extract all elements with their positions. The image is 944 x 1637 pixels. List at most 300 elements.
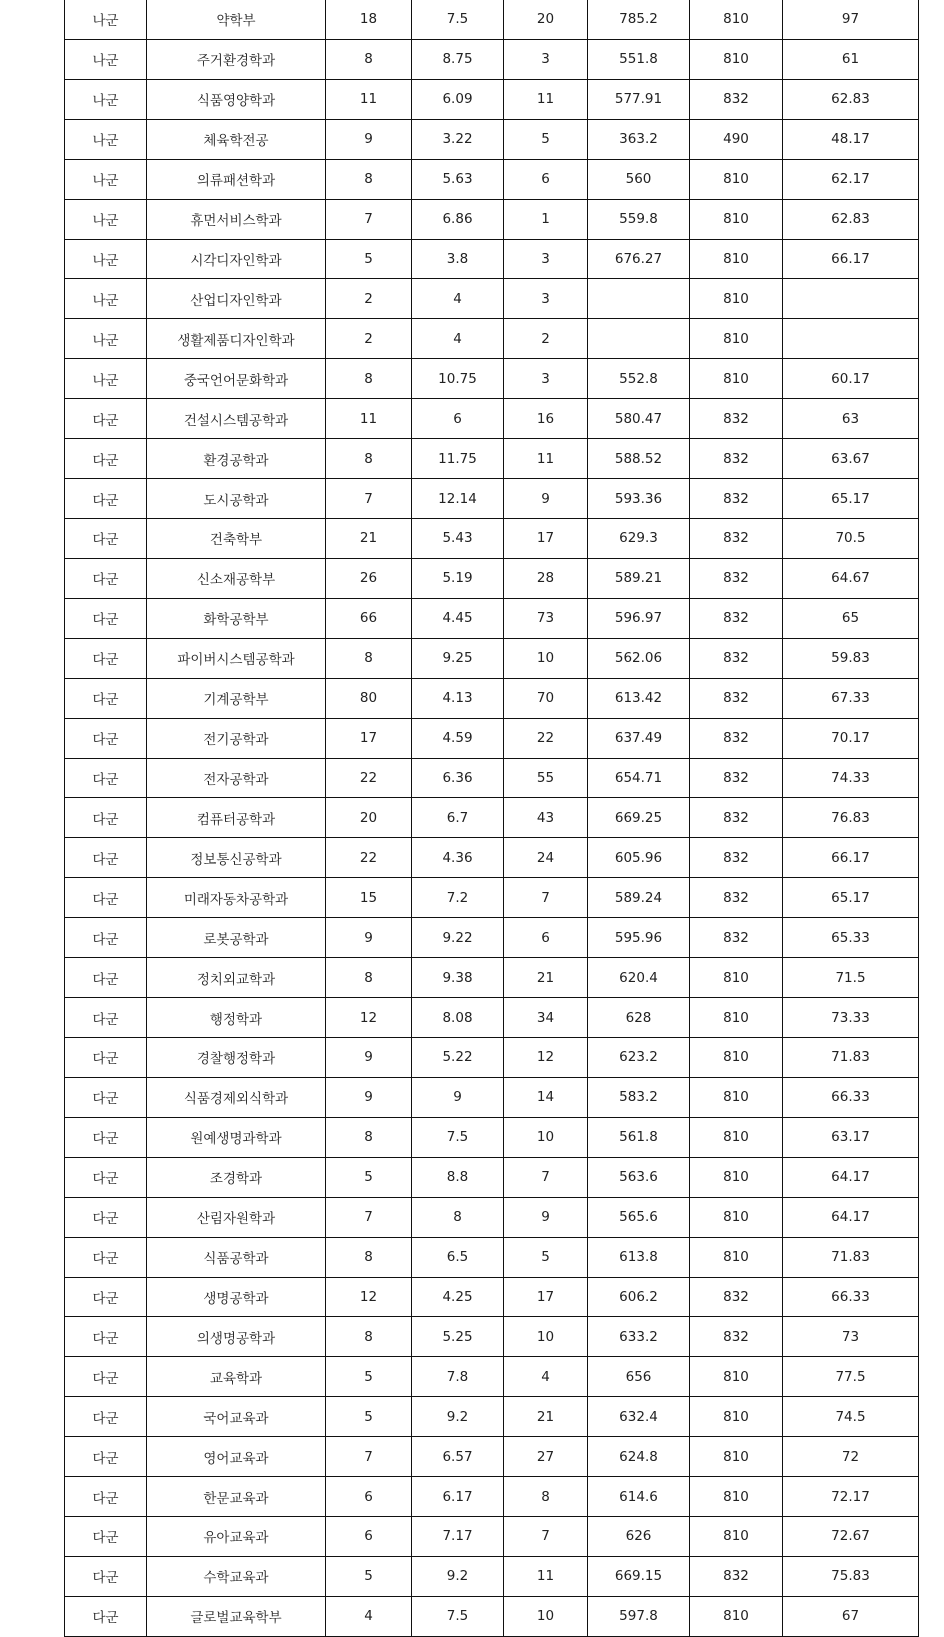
cell-group: 나군 <box>65 359 147 399</box>
cell-max-score: 832 <box>690 878 783 918</box>
cell-competition-ratio: 8.75 <box>412 39 504 79</box>
table-row <box>65 1517 919 1557</box>
cell-score: 577.91 <box>588 79 690 119</box>
cell-quota: 15 <box>326 878 412 918</box>
cell-quota: 8 <box>326 1237 412 1277</box>
cell-group: 나군 <box>65 0 147 39</box>
cell-group: 다군 <box>65 1437 147 1477</box>
cell-percentile: 72.67 <box>783 1517 919 1557</box>
table-row <box>65 79 919 119</box>
cell-percentile: 71.83 <box>783 1037 919 1077</box>
cell-quota: 5 <box>326 1397 412 1437</box>
cell-quota: 22 <box>326 758 412 798</box>
cell-quota: 8 <box>326 439 412 479</box>
cell-score: 551.8 <box>588 39 690 79</box>
cell-group: 다군 <box>65 558 147 598</box>
cell-percentile: 77.5 <box>783 1357 919 1397</box>
cell-score: 614.6 <box>588 1477 690 1517</box>
cell-score: 559.8 <box>588 199 690 239</box>
cell-department: 환경공학과 <box>147 439 326 479</box>
cell-waitlist: 17 <box>504 518 588 558</box>
cell-percentile: 66.17 <box>783 838 919 878</box>
cell-competition-ratio: 5.63 <box>412 159 504 199</box>
cell-score: 595.96 <box>588 918 690 958</box>
cell-score: 654.71 <box>588 758 690 798</box>
cell-competition-ratio: 8.8 <box>412 1157 504 1197</box>
cell-quota: 21 <box>326 518 412 558</box>
cell-percentile: 63 <box>783 399 919 439</box>
cell-max-score: 490 <box>690 119 783 159</box>
cell-waitlist: 7 <box>504 1157 588 1197</box>
cell-max-score: 810 <box>690 1517 783 1557</box>
cell-department: 체육학전공 <box>147 119 326 159</box>
cell-quota: 4 <box>326 1596 412 1636</box>
cell-department: 로봇공학과 <box>147 918 326 958</box>
cell-quota: 26 <box>326 558 412 598</box>
cell-waitlist: 1 <box>504 199 588 239</box>
cell-group: 나군 <box>65 199 147 239</box>
cell-department: 시각디자인학과 <box>147 239 326 279</box>
cell-waitlist: 55 <box>504 758 588 798</box>
cell-competition-ratio: 8 <box>412 1197 504 1237</box>
cell-percentile: 70.5 <box>783 518 919 558</box>
cell-quota: 18 <box>326 0 412 39</box>
table-row <box>65 1077 919 1117</box>
cell-department: 산림자원학과 <box>147 1197 326 1237</box>
cell-competition-ratio: 4.45 <box>412 598 504 638</box>
cell-max-score: 832 <box>690 558 783 598</box>
cell-quota: 2 <box>326 319 412 359</box>
table-row <box>65 998 919 1038</box>
cell-group: 다군 <box>65 399 147 439</box>
cell-competition-ratio: 7.2 <box>412 878 504 918</box>
cell-department: 식품경제외식학과 <box>147 1077 326 1117</box>
cell-waitlist: 14 <box>504 1077 588 1117</box>
cell-max-score: 810 <box>690 239 783 279</box>
cell-waitlist: 22 <box>504 718 588 758</box>
cell-max-score: 810 <box>690 199 783 239</box>
cell-waitlist: 27 <box>504 1437 588 1477</box>
table-row <box>65 1317 919 1357</box>
cell-percentile: 73 <box>783 1317 919 1357</box>
cell-waitlist: 10 <box>504 1117 588 1157</box>
cell-competition-ratio: 5.19 <box>412 558 504 598</box>
cell-group: 다군 <box>65 638 147 678</box>
cell-competition-ratio: 5.22 <box>412 1037 504 1077</box>
cell-group: 다군 <box>65 1277 147 1317</box>
cell-quota: 8 <box>326 958 412 998</box>
cell-competition-ratio: 7.8 <box>412 1357 504 1397</box>
cell-waitlist: 3 <box>504 359 588 399</box>
cell-department: 미래자동차공학과 <box>147 878 326 918</box>
cell-department: 기계공학부 <box>147 678 326 718</box>
cell-score: 605.96 <box>588 838 690 878</box>
cell-quota: 5 <box>326 1556 412 1596</box>
cell-competition-ratio: 9 <box>412 1077 504 1117</box>
cell-quota: 9 <box>326 1077 412 1117</box>
cell-quota: 20 <box>326 798 412 838</box>
admission-results-table <box>64 0 919 1637</box>
cell-score: 561.8 <box>588 1117 690 1157</box>
cell-score: 552.8 <box>588 359 690 399</box>
cell-score: 596.97 <box>588 598 690 638</box>
cell-department: 전자공학과 <box>147 758 326 798</box>
cell-quota: 6 <box>326 1477 412 1517</box>
cell-max-score: 810 <box>690 1077 783 1117</box>
cell-department: 의류패션학과 <box>147 159 326 199</box>
cell-percentile: 73.33 <box>783 998 919 1038</box>
cell-score: 580.47 <box>588 399 690 439</box>
cell-department: 정치외교학과 <box>147 958 326 998</box>
cell-quota: 2 <box>326 279 412 319</box>
cell-waitlist: 6 <box>504 159 588 199</box>
cell-percentile: 48.17 <box>783 119 919 159</box>
cell-competition-ratio: 3.8 <box>412 239 504 279</box>
cell-percentile <box>783 279 919 319</box>
cell-competition-ratio: 9.38 <box>412 958 504 998</box>
cell-group: 다군 <box>65 1596 147 1636</box>
table-row <box>65 1037 919 1077</box>
cell-percentile: 72 <box>783 1437 919 1477</box>
cell-competition-ratio: 4 <box>412 279 504 319</box>
cell-waitlist: 6 <box>504 918 588 958</box>
cell-percentile: 97 <box>783 0 919 39</box>
cell-quota: 11 <box>326 79 412 119</box>
cell-score: 669.25 <box>588 798 690 838</box>
cell-max-score: 810 <box>690 1237 783 1277</box>
cell-max-score: 832 <box>690 798 783 838</box>
cell-percentile: 64.67 <box>783 558 919 598</box>
cell-waitlist: 10 <box>504 638 588 678</box>
cell-percentile: 64.17 <box>783 1197 919 1237</box>
cell-competition-ratio: 7.5 <box>412 0 504 39</box>
table-row <box>65 119 919 159</box>
cell-percentile: 66.33 <box>783 1077 919 1117</box>
cell-competition-ratio: 3.22 <box>412 119 504 159</box>
cell-department: 수학교육과 <box>147 1556 326 1596</box>
table-row <box>65 1197 919 1237</box>
cell-max-score: 810 <box>690 0 783 39</box>
cell-score: 588.52 <box>588 439 690 479</box>
cell-max-score: 832 <box>690 1317 783 1357</box>
cell-group: 다군 <box>65 1117 147 1157</box>
cell-group: 다군 <box>65 678 147 718</box>
cell-department: 파이버시스템공학과 <box>147 638 326 678</box>
cell-waitlist: 70 <box>504 678 588 718</box>
cell-competition-ratio: 5.25 <box>412 1317 504 1357</box>
cell-group: 다군 <box>65 1197 147 1237</box>
table-row <box>65 558 919 598</box>
cell-group: 다군 <box>65 918 147 958</box>
cell-group: 나군 <box>65 319 147 359</box>
cell-competition-ratio: 6.36 <box>412 758 504 798</box>
cell-waitlist: 12 <box>504 1037 588 1077</box>
cell-competition-ratio: 12.14 <box>412 479 504 519</box>
cell-percentile: 63.67 <box>783 439 919 479</box>
cell-score: 624.8 <box>588 1437 690 1477</box>
cell-competition-ratio: 4.13 <box>412 678 504 718</box>
cell-score: 606.2 <box>588 1277 690 1317</box>
cell-score: 785.2 <box>588 0 690 39</box>
table-row <box>65 439 919 479</box>
cell-percentile: 70.17 <box>783 718 919 758</box>
cell-group: 다군 <box>65 1157 147 1197</box>
cell-score: 637.49 <box>588 718 690 758</box>
cell-competition-ratio: 10.75 <box>412 359 504 399</box>
table-row <box>65 1157 919 1197</box>
cell-group: 나군 <box>65 79 147 119</box>
cell-department: 생명공학과 <box>147 1277 326 1317</box>
table-row <box>65 399 919 439</box>
cell-waitlist: 16 <box>504 399 588 439</box>
cell-percentile: 62.83 <box>783 79 919 119</box>
cell-competition-ratio: 6.5 <box>412 1237 504 1277</box>
cell-quota: 7 <box>326 199 412 239</box>
cell-group: 다군 <box>65 1317 147 1357</box>
cell-max-score: 832 <box>690 79 783 119</box>
cell-waitlist: 5 <box>504 1237 588 1277</box>
cell-department: 경찰행정학과 <box>147 1037 326 1077</box>
cell-group: 다군 <box>65 798 147 838</box>
cell-quota: 17 <box>326 718 412 758</box>
cell-department: 의생명공학과 <box>147 1317 326 1357</box>
cell-competition-ratio: 9.2 <box>412 1397 504 1437</box>
cell-quota: 9 <box>326 119 412 159</box>
table-row <box>65 1277 919 1317</box>
cell-score: 623.2 <box>588 1037 690 1077</box>
table-row <box>65 1596 919 1636</box>
cell-quota: 7 <box>326 1437 412 1477</box>
cell-competition-ratio: 6.57 <box>412 1437 504 1477</box>
cell-group: 다군 <box>65 1517 147 1557</box>
cell-department: 중국언어문화학과 <box>147 359 326 399</box>
cell-department: 교육학과 <box>147 1357 326 1397</box>
cell-competition-ratio: 4 <box>412 319 504 359</box>
cell-group: 다군 <box>65 598 147 638</box>
cell-score: 676.27 <box>588 239 690 279</box>
cell-department: 원예생명과학과 <box>147 1117 326 1157</box>
cell-waitlist: 3 <box>504 39 588 79</box>
table-row <box>65 1117 919 1157</box>
table-row <box>65 678 919 718</box>
cell-group: 나군 <box>65 119 147 159</box>
cell-percentile: 66.17 <box>783 239 919 279</box>
cell-competition-ratio: 4.36 <box>412 838 504 878</box>
cell-waitlist: 10 <box>504 1317 588 1357</box>
cell-waitlist: 7 <box>504 878 588 918</box>
table-row <box>65 159 919 199</box>
cell-max-score: 832 <box>690 439 783 479</box>
cell-waitlist: 17 <box>504 1277 588 1317</box>
cell-competition-ratio: 9.2 <box>412 1556 504 1596</box>
cell-waitlist: 3 <box>504 279 588 319</box>
cell-competition-ratio: 11.75 <box>412 439 504 479</box>
table-row <box>65 239 919 279</box>
cell-score: 589.21 <box>588 558 690 598</box>
cell-quota: 22 <box>326 838 412 878</box>
cell-department: 건축학부 <box>147 518 326 558</box>
cell-waitlist: 24 <box>504 838 588 878</box>
cell-group: 다군 <box>65 718 147 758</box>
cell-group: 다군 <box>65 958 147 998</box>
cell-department: 약학부 <box>147 0 326 39</box>
cell-max-score: 810 <box>690 1197 783 1237</box>
cell-waitlist: 7 <box>504 1517 588 1557</box>
cell-group: 다군 <box>65 479 147 519</box>
cell-max-score: 810 <box>690 1397 783 1437</box>
cell-group: 다군 <box>65 878 147 918</box>
cell-quota: 5 <box>326 1357 412 1397</box>
cell-waitlist: 10 <box>504 1596 588 1636</box>
cell-percentile: 59.83 <box>783 638 919 678</box>
cell-percentile: 65.17 <box>783 479 919 519</box>
cell-score: 562.06 <box>588 638 690 678</box>
table-row <box>65 279 919 319</box>
cell-quota: 12 <box>326 998 412 1038</box>
table-row <box>65 319 919 359</box>
cell-max-score: 810 <box>690 1596 783 1636</box>
cell-max-score: 810 <box>690 359 783 399</box>
cell-quota: 80 <box>326 678 412 718</box>
cell-waitlist: 8 <box>504 1477 588 1517</box>
cell-waitlist: 73 <box>504 598 588 638</box>
table-row <box>65 1477 919 1517</box>
cell-max-score: 832 <box>690 518 783 558</box>
cell-score <box>588 279 690 319</box>
cell-competition-ratio: 6.7 <box>412 798 504 838</box>
cell-max-score: 832 <box>690 678 783 718</box>
cell-waitlist: 9 <box>504 1197 588 1237</box>
cell-department: 국어교육과 <box>147 1397 326 1437</box>
cell-percentile: 66.33 <box>783 1277 919 1317</box>
cell-department: 유아교육과 <box>147 1517 326 1557</box>
table-row <box>65 39 919 79</box>
table-row <box>65 1397 919 1437</box>
cell-score: 589.24 <box>588 878 690 918</box>
cell-group: 다군 <box>65 1397 147 1437</box>
cell-percentile: 62.83 <box>783 199 919 239</box>
cell-group: 다군 <box>65 1556 147 1596</box>
cell-waitlist: 9 <box>504 479 588 519</box>
cell-score: 583.2 <box>588 1077 690 1117</box>
cell-department: 정보통신공학과 <box>147 838 326 878</box>
table-row <box>65 958 919 998</box>
table-row <box>65 1437 919 1477</box>
cell-quota: 11 <box>326 399 412 439</box>
table-row <box>65 0 919 39</box>
cell-waitlist: 11 <box>504 1556 588 1596</box>
cell-max-score: 832 <box>690 918 783 958</box>
cell-department: 생활제품디자인학과 <box>147 319 326 359</box>
cell-quota: 5 <box>326 239 412 279</box>
cell-max-score: 810 <box>690 319 783 359</box>
cell-score: 363.2 <box>588 119 690 159</box>
cell-waitlist: 34 <box>504 998 588 1038</box>
cell-department: 한문교육과 <box>147 1477 326 1517</box>
cell-percentile: 71.5 <box>783 958 919 998</box>
cell-max-score: 832 <box>690 598 783 638</box>
cell-max-score: 832 <box>690 479 783 519</box>
table-row <box>65 718 919 758</box>
table-row <box>65 1237 919 1277</box>
cell-max-score: 832 <box>690 399 783 439</box>
table-row <box>65 518 919 558</box>
cell-group: 다군 <box>65 998 147 1038</box>
cell-percentile: 65.33 <box>783 918 919 958</box>
cell-quota: 8 <box>326 39 412 79</box>
cell-waitlist: 43 <box>504 798 588 838</box>
cell-competition-ratio: 4.59 <box>412 718 504 758</box>
cell-group: 다군 <box>65 1477 147 1517</box>
cell-percentile: 65.17 <box>783 878 919 918</box>
cell-competition-ratio: 8.08 <box>412 998 504 1038</box>
cell-department: 식품영양학과 <box>147 79 326 119</box>
cell-percentile: 65 <box>783 598 919 638</box>
cell-score: 613.8 <box>588 1237 690 1277</box>
cell-percentile: 74.5 <box>783 1397 919 1437</box>
cell-max-score: 810 <box>690 39 783 79</box>
cell-score: 560 <box>588 159 690 199</box>
cell-waitlist: 11 <box>504 79 588 119</box>
cell-quota: 7 <box>326 1197 412 1237</box>
cell-score: 669.15 <box>588 1556 690 1596</box>
cell-percentile: 74.33 <box>783 758 919 798</box>
cell-competition-ratio: 7.17 <box>412 1517 504 1557</box>
cell-score: 632.4 <box>588 1397 690 1437</box>
cell-waitlist: 21 <box>504 958 588 998</box>
cell-group: 다군 <box>65 518 147 558</box>
cell-group: 다군 <box>65 439 147 479</box>
cell-department: 휴먼서비스학과 <box>147 199 326 239</box>
cell-max-score: 832 <box>690 1277 783 1317</box>
cell-waitlist: 21 <box>504 1397 588 1437</box>
cell-score: 629.3 <box>588 518 690 558</box>
cell-competition-ratio: 6.86 <box>412 199 504 239</box>
cell-competition-ratio: 6 <box>412 399 504 439</box>
cell-competition-ratio: 7.5 <box>412 1596 504 1636</box>
table-row <box>65 758 919 798</box>
cell-percentile: 76.83 <box>783 798 919 838</box>
cell-max-score: 832 <box>690 718 783 758</box>
table-row <box>65 1357 919 1397</box>
cell-percentile: 67.33 <box>783 678 919 718</box>
cell-score: 565.6 <box>588 1197 690 1237</box>
cell-quota: 12 <box>326 1277 412 1317</box>
cell-max-score: 810 <box>690 1117 783 1157</box>
table-row <box>65 838 919 878</box>
cell-department: 글로벌교육학부 <box>147 1596 326 1636</box>
cell-waitlist: 11 <box>504 439 588 479</box>
cell-percentile <box>783 319 919 359</box>
table-row <box>65 199 919 239</box>
cell-waitlist: 3 <box>504 239 588 279</box>
cell-department: 행정학과 <box>147 998 326 1038</box>
cell-department: 건설시스템공학과 <box>147 399 326 439</box>
cell-department: 영어교육과 <box>147 1437 326 1477</box>
table-row <box>65 1556 919 1596</box>
cell-score: 628 <box>588 998 690 1038</box>
cell-group: 다군 <box>65 758 147 798</box>
cell-quota: 8 <box>326 1117 412 1157</box>
cell-score: 633.2 <box>588 1317 690 1357</box>
cell-waitlist: 4 <box>504 1357 588 1397</box>
cell-max-score: 810 <box>690 1157 783 1197</box>
cell-department: 산업디자인학과 <box>147 279 326 319</box>
cell-score: 620.4 <box>588 958 690 998</box>
cell-percentile: 67 <box>783 1596 919 1636</box>
table-row <box>65 878 919 918</box>
cell-group: 나군 <box>65 159 147 199</box>
